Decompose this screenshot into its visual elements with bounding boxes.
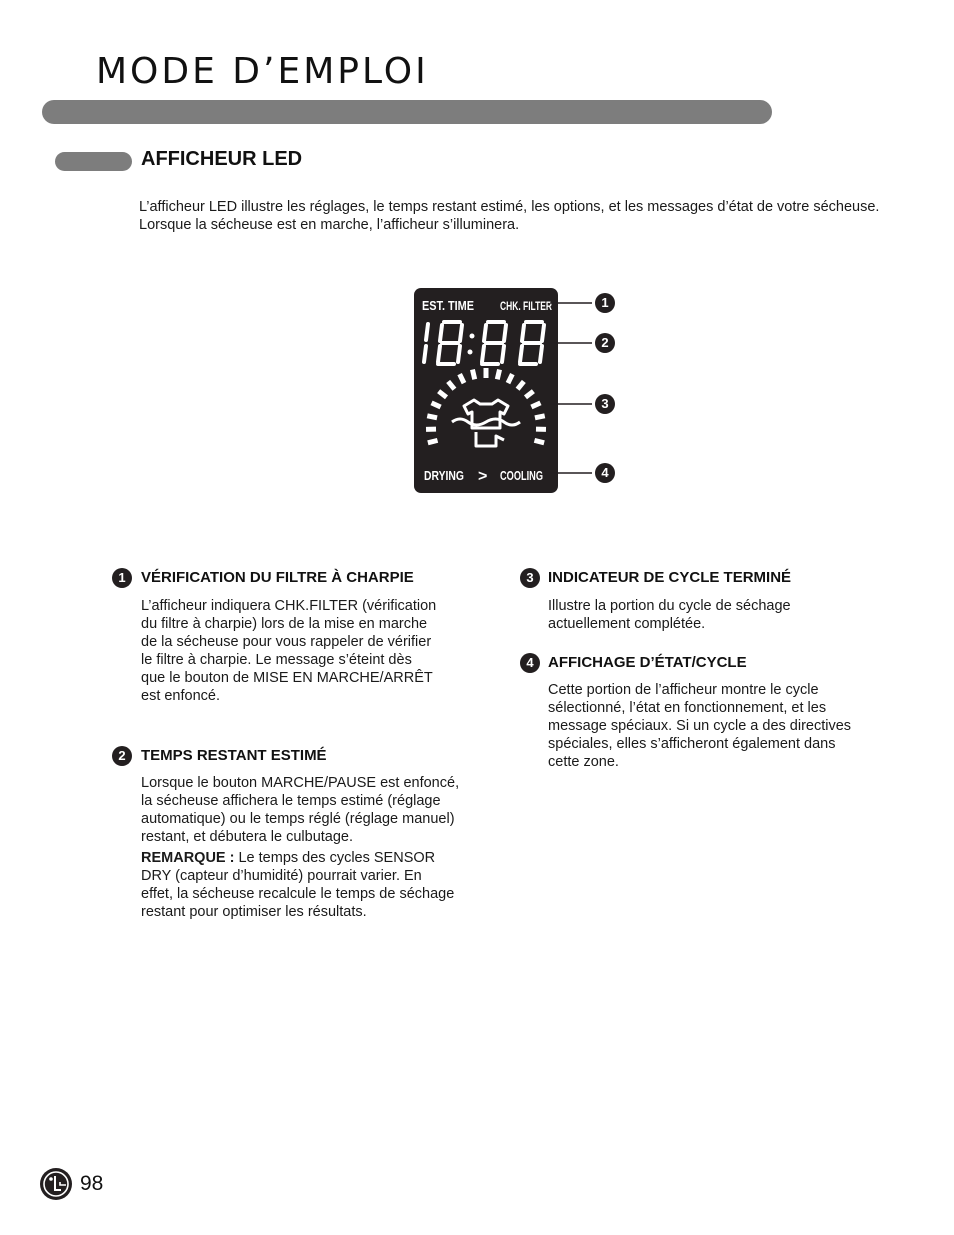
item-2-note-line: restant pour optimiser les résultats.	[141, 904, 367, 920]
est-time-label: EST. TIME	[422, 298, 475, 313]
item-4-line: spéciales, elles s’afficheront également dans	[548, 736, 836, 752]
item-4-body	[548, 681, 898, 771]
item-1-line: est enfoncé.	[141, 688, 220, 704]
item-2-note-line: DRY (capteur d’humidité) pourrait varier. En	[141, 868, 422, 884]
callout-1: 1	[595, 293, 615, 313]
item-4-badge: 4	[520, 653, 540, 673]
page-number: 98	[80, 1172, 104, 1195]
item-2-title: TEMPS RESTANT ESTIMÉ	[141, 747, 327, 764]
item-4-title: AFFICHAGE D’ÉTAT/CYCLE	[548, 654, 747, 671]
item-3-title: INDICATEUR DE CYCLE TERMINÉ	[548, 569, 792, 586]
item-2-body	[141, 774, 501, 921]
item-2-line: la sécheuse affichera le temps estimé (réglage	[141, 793, 441, 809]
item-2-line: Lorsque le bouton MARCHE/PAUSE est enfoncé,	[141, 775, 460, 791]
item-1-line: L’afficheur indiquera CHK.FILTER (vérification	[141, 598, 437, 614]
note-label: REMARQUE :	[141, 850, 235, 866]
item-3-body	[548, 597, 898, 633]
item-1-line: que le bouton de MISE EN MARCHE/ARRÊT	[141, 670, 433, 686]
item-4-line: cette zone.	[548, 754, 619, 770]
item-2-badge: 2	[112, 746, 132, 766]
section-title: AFFICHEUR LED	[141, 148, 303, 170]
item-1-line: de la sécheuse pour vous rappeler de vérifier	[141, 634, 432, 650]
item-4-line: message spéciaux. Si un cycle a des directives	[548, 718, 852, 734]
item-1-line: du filtre à charpie) lors de la mise en marche	[141, 616, 428, 632]
cooling-label: COOLING	[500, 468, 543, 483]
item-2-line: restant, et débutera le culbutage.	[141, 829, 354, 845]
item-1-line: le filtre à charpie. Le message s’éteint dès	[141, 652, 412, 668]
chk-filter-label: CHK. FILTER	[500, 299, 553, 313]
item-2-line: automatique) ou le temps réglé (réglage manuel)	[141, 811, 455, 827]
item-1-body	[141, 597, 491, 705]
item-2-note-line: effet, la sécheuse recalcule le temps de séchage	[141, 886, 455, 902]
callout-4: 4	[595, 463, 615, 483]
item-3-line: actuellement complétée.	[548, 616, 706, 632]
arrow-icon: >	[478, 468, 488, 485]
item-2-note-line: Le temps des cycles SENSOR	[238, 850, 436, 866]
drying-label: DRYING	[424, 468, 464, 483]
item-1-badge: 1	[112, 568, 132, 588]
callout-3: 3	[595, 394, 615, 414]
item-3-badge: 3	[520, 568, 540, 588]
page-title: MODE D’EMPLOI	[96, 51, 429, 92]
item-4-line: sélectionné, l’état en fonctionnement, et les	[548, 700, 827, 716]
item-1-title: VÉRIFICATION DU FILTRE À CHARPIE	[141, 569, 414, 586]
item-3-line: Illustre la portion du cycle de séchage	[548, 598, 791, 614]
item-2-note	[141, 849, 501, 867]
callout-2: 2	[595, 333, 615, 353]
lg-logo-icon	[40, 1168, 72, 1200]
item-4-line: Cette portion de l’afficheur montre le cycle	[548, 682, 819, 698]
section-intro: L’afficheur LED illustre les réglages, le temps restant estimé, les options, et les messages d’état de votre sécheuse. Lorsque la sécheuse est en marche, l’afficheur s’illuminera.	[139, 199, 880, 233]
